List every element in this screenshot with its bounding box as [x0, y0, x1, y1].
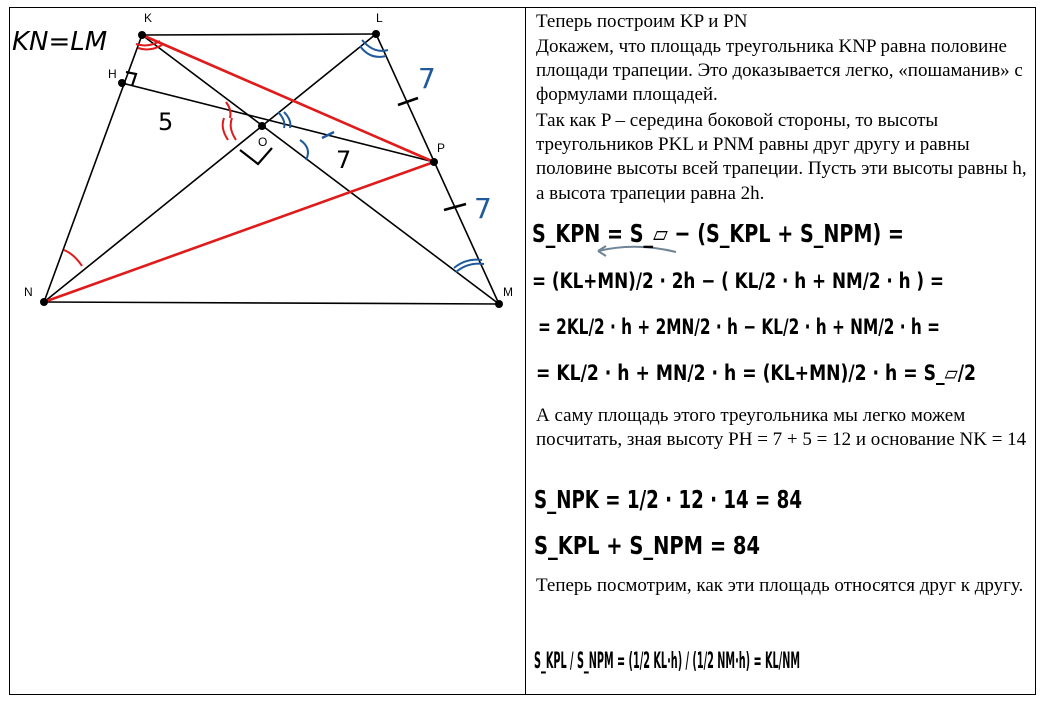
equation-step-2: = 2KL/2 · h + 2MN/2 · h − KL/2 · h + NM/2 · h =	[538, 315, 940, 339]
point-label-h: H	[108, 67, 117, 81]
handwritten-derivation	[526, 208, 1036, 393]
point-label-o: O	[258, 135, 268, 149]
equation-step-3: = KL/2 · h + MN/2 · h = (KL+MN)/2 · h = S_▱/2	[536, 361, 976, 385]
length-pm: 7	[474, 192, 492, 225]
length-oh: 5	[158, 108, 174, 136]
equation-sum-areas: S_KPL + S_NPM = 84	[534, 531, 760, 560]
equation-area-kpn: S_KPN = S_▱ − (S_KPL + S_NPM) =	[532, 219, 904, 248]
figure-cell	[10, 8, 525, 694]
paragraph-triangle-area: А саму площадь этого треугольника мы легко можем посчитать, зная высоту PH = 7 + 5 = 12 и основание NK = 14	[536, 405, 1027, 451]
figure-label-kn-lm: KN=LM	[12, 27, 108, 57]
handwritten-ratio	[526, 624, 1036, 694]
paragraph-construct: Теперь построим KP и PN	[536, 11, 748, 32]
point-label-k: K	[144, 11, 153, 25]
point-label-l: L	[376, 11, 383, 25]
solution-cell	[526, 8, 1036, 694]
equation-step-1: = (KL+MN)/2 · 2h − ( KL/2 · h + NM/2 · h ) =	[532, 269, 944, 293]
trapezoid-figure	[10, 8, 525, 694]
point-label-n: N	[24, 285, 33, 299]
paragraph-ratio: Теперь посмотрим, как эти площадь относятся друг к другу.	[536, 575, 1024, 596]
length-op: 7	[336, 146, 352, 174]
paragraph-claim: Докажем, что площадь треугольника KNP равна половине площади трапеции. Это доказывается легко, «пошаманив» с формулами площадей.	[536, 36, 1023, 106]
handwritten-area-values	[526, 474, 1036, 566]
equation-area-npk: S_NPK = 1/2 · 12 · 14 = 84	[534, 485, 802, 514]
paragraph-heights: Так как P – середина боковой стороны, то высоты треугольников PKL и PNM равны друг другу и равны половине высоты всей трапеции. Пусть эти высоты равны h, а высота трапеции равна 2h.	[536, 110, 1027, 204]
point-label-m: M	[503, 285, 513, 299]
point-label-p: P	[437, 141, 446, 155]
equation-ratio: S_KPL / S_NPM = (1/2 KL·h) / (1/2 NM·h) = KL/NM	[534, 649, 800, 674]
length-lp: 7	[418, 62, 436, 95]
